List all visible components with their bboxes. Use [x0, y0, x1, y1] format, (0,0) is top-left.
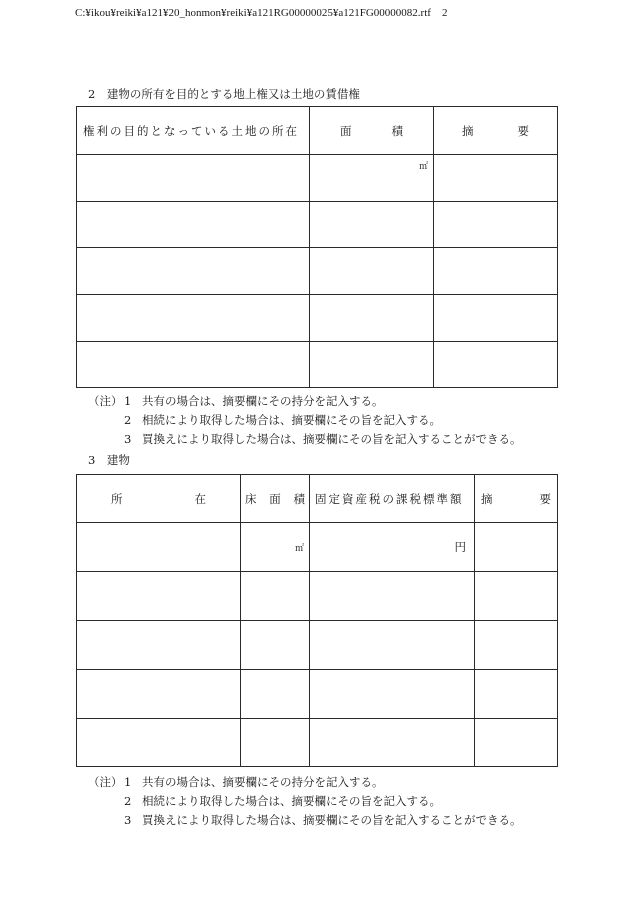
header-area — [310, 107, 434, 155]
note-text: 相続により取得した場合は、摘要欄にその旨を記入する。 — [142, 794, 441, 808]
table-row — [77, 670, 558, 719]
header-land-location-label: 権利の目的となっている土地の所在 — [83, 123, 299, 138]
header-remarks-char-2: 要 — [539, 491, 551, 506]
header-area-char-2: 積 — [391, 123, 403, 138]
note-item — [88, 792, 522, 811]
header-floor-area-char-1: 床 — [245, 491, 257, 506]
building-location-cell[interactable] — [77, 523, 241, 572]
table-row — [77, 155, 558, 202]
note-number: 1 — [124, 775, 132, 789]
note-text: 共有の場合は、摘要欄にその持分を記入する。 — [142, 394, 384, 408]
header-tax-value — [310, 475, 475, 523]
section-3-heading: 3 建物 — [88, 453, 130, 467]
remarks-cell[interactable] — [475, 719, 558, 767]
table-row — [77, 248, 558, 295]
note-item — [88, 811, 522, 830]
file-path-header: C:¥ikou¥reiki¥a121¥20_honmon¥reiki¥a121RG00000025¥a121FG00000082.rtf 2 — [75, 7, 448, 19]
table-row — [77, 621, 558, 670]
floor-area-cell[interactable] — [241, 523, 310, 572]
tax-value-cell[interactable] — [310, 621, 475, 670]
remarks-cell[interactable] — [434, 248, 558, 295]
section-2-heading: 2 建物の所有を目的とする地上権又は土地の賃借権 — [88, 87, 360, 101]
remarks-cell[interactable] — [475, 670, 558, 719]
header-remarks-char-1: 摘 — [481, 491, 493, 506]
building-location-cell[interactable] — [77, 621, 241, 670]
table-row — [77, 342, 558, 388]
floor-area-cell[interactable] — [241, 621, 310, 670]
note-text: 買換えにより取得した場合は、摘要欄にその旨を記入することができる。 — [142, 432, 522, 446]
remarks-cell[interactable] — [434, 295, 558, 342]
table-row — [77, 295, 558, 342]
area-cell[interactable] — [310, 202, 434, 248]
header-remarks — [434, 107, 558, 155]
header-land-location — [77, 107, 310, 155]
header-location-char-1: 所 — [111, 491, 123, 506]
header-area-char-1: 面 — [340, 123, 352, 138]
remarks-cell[interactable] — [475, 572, 558, 621]
header-floor-area-char-2: 面 — [269, 491, 281, 506]
floor-area-cell[interactable] — [241, 719, 310, 767]
note-number: 3 — [124, 813, 132, 827]
floor-area-cell[interactable] — [241, 670, 310, 719]
note-number: 3 — [124, 432, 132, 446]
note-number: 1 — [124, 394, 132, 408]
yen-unit: 円 — [454, 540, 466, 554]
note-prefix: （注） — [88, 775, 123, 789]
land-location-cell[interactable] — [77, 155, 310, 202]
tax-value-cell[interactable] — [310, 572, 475, 621]
square-meter-unit: ㎡ — [418, 162, 428, 172]
table-row — [77, 719, 558, 767]
note-item — [88, 411, 522, 430]
remarks-cell[interactable] — [475, 621, 558, 670]
building-location-cell[interactable] — [77, 719, 241, 767]
area-cell[interactable] — [310, 295, 434, 342]
remarks-cell[interactable] — [434, 202, 558, 248]
area-cell[interactable] — [310, 248, 434, 295]
building-header-row — [77, 475, 558, 523]
tax-value-cell[interactable] — [310, 523, 475, 572]
land-location-cell[interactable] — [77, 295, 310, 342]
tax-value-cell[interactable] — [310, 670, 475, 719]
area-cell[interactable] — [310, 155, 434, 202]
remarks-cell[interactable] — [434, 155, 558, 202]
note-text: 共有の場合は、摘要欄にその持分を記入する。 — [142, 775, 384, 789]
leasehold-header-row — [77, 107, 558, 155]
note-item — [88, 392, 522, 411]
note-item — [88, 430, 522, 449]
header-remarks — [475, 475, 558, 523]
land-location-cell[interactable] — [77, 248, 310, 295]
leasehold-table — [76, 106, 558, 388]
header-location-char-2: 在 — [194, 491, 206, 506]
table-row — [77, 202, 558, 248]
land-location-cell[interactable] — [77, 342, 310, 388]
header-floor-area-char-3: 積 — [293, 491, 305, 506]
building-table — [76, 474, 558, 767]
land-location-cell[interactable] — [77, 202, 310, 248]
table-row — [77, 572, 558, 621]
building-location-cell[interactable] — [77, 572, 241, 621]
header-remarks-char-2: 要 — [517, 123, 529, 138]
section-3-notes — [88, 773, 522, 830]
floor-area-cell[interactable] — [241, 572, 310, 621]
remarks-cell[interactable] — [434, 342, 558, 388]
note-number: 2 — [124, 794, 132, 808]
section-2-notes — [88, 392, 522, 449]
header-building-location — [77, 475, 241, 523]
tax-value-cell[interactable] — [310, 719, 475, 767]
table-row — [77, 523, 558, 572]
header-floor-area — [241, 475, 310, 523]
note-item — [88, 773, 522, 792]
note-prefix: （注） — [88, 394, 123, 408]
note-number: 2 — [124, 413, 132, 427]
remarks-cell[interactable] — [475, 523, 558, 572]
note-text: 買換えにより取得した場合は、摘要欄にその旨を記入することができる。 — [142, 813, 522, 827]
area-cell[interactable] — [310, 342, 434, 388]
header-tax-value-label: 固定資産税の課税標準額 — [315, 491, 464, 506]
square-meter-unit: ㎡ — [294, 544, 304, 554]
header-remarks-char-1: 摘 — [462, 123, 474, 138]
building-location-cell[interactable] — [77, 670, 241, 719]
note-text: 相続により取得した場合は、摘要欄にその旨を記入する。 — [142, 413, 441, 427]
